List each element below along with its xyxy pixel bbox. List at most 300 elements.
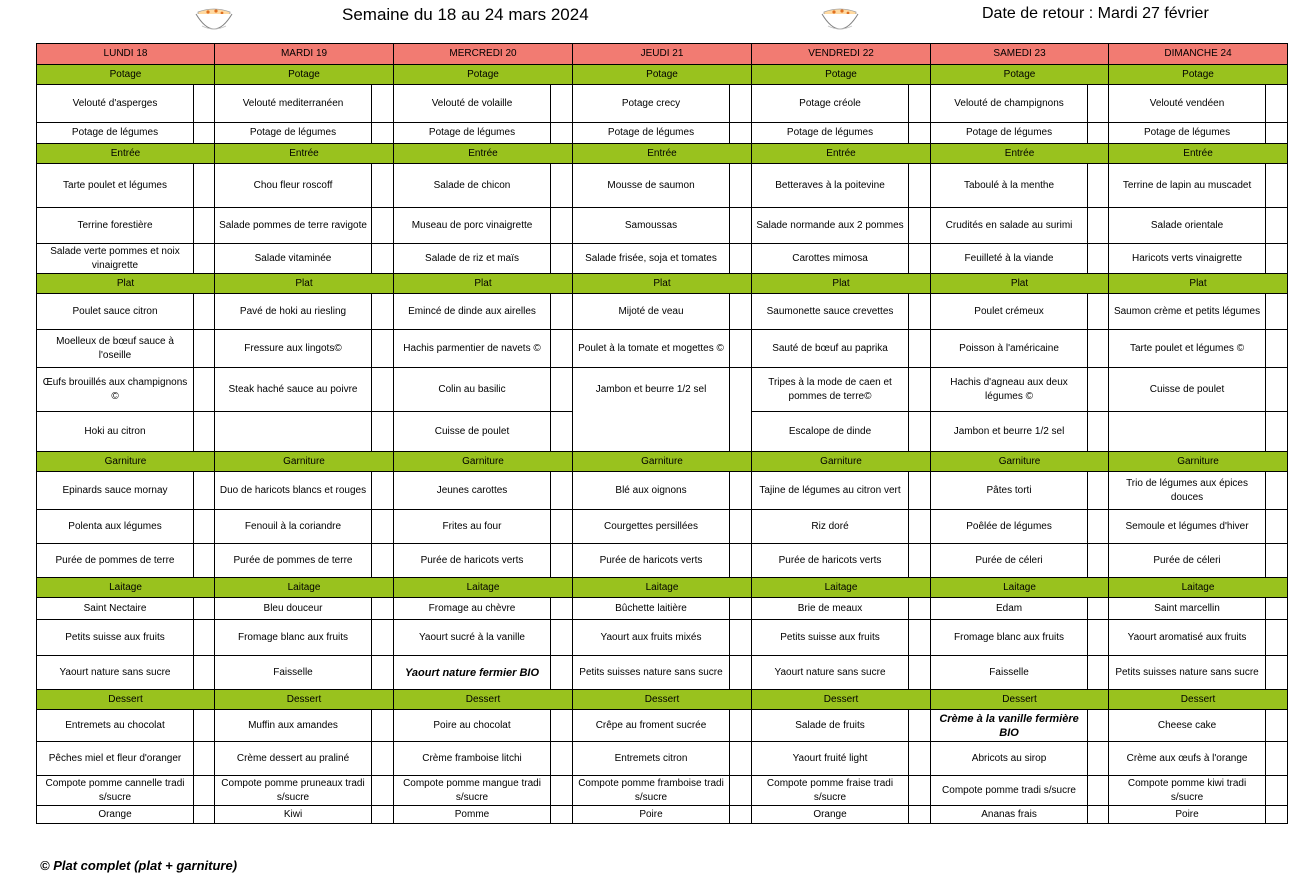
menu-item: Faisselle xyxy=(931,656,1088,690)
menu-item: Pêches miel et fleur d'oranger xyxy=(37,742,194,776)
menu-table xyxy=(36,43,1288,824)
menu-item: Duo de haricots blancs et rouges xyxy=(215,472,372,510)
menu-checkbox-cell xyxy=(194,620,215,656)
section-header-plat: Plat xyxy=(931,274,1109,294)
menu-item xyxy=(1109,412,1266,452)
menu-checkbox-cell xyxy=(194,208,215,244)
menu-checkbox-cell xyxy=(909,598,931,620)
menu-checkbox-cell xyxy=(372,208,394,244)
menu-checkbox-cell xyxy=(730,598,752,620)
menu-checkbox-cell xyxy=(909,620,931,656)
menu-checkbox-cell xyxy=(194,544,215,578)
menu-item: Polenta aux légumes xyxy=(37,510,194,544)
menu-checkbox-cell xyxy=(1088,208,1109,244)
menu-checkbox-cell xyxy=(909,244,931,274)
menu-item: Crème aux œufs à l'orange xyxy=(1109,742,1266,776)
menu-checkbox-cell xyxy=(551,510,573,544)
menu-checkbox-cell xyxy=(194,368,215,412)
menu-item: Compote pomme pruneaux tradi s/sucre xyxy=(215,776,372,806)
menu-checkbox-cell xyxy=(730,806,752,824)
menu-checkbox-cell xyxy=(194,123,215,144)
section-header-garniture: Garniture xyxy=(1109,452,1288,472)
menu-item: Carottes mimosa xyxy=(752,244,909,274)
menu-item: Poire au chocolat xyxy=(394,710,551,742)
menu-item: Crème dessert au praliné xyxy=(215,742,372,776)
menu-item: Terrine forestière xyxy=(37,208,194,244)
menu-checkbox-cell xyxy=(551,806,573,824)
section-header-laitage: Laitage xyxy=(215,578,394,598)
menu-checkbox-cell xyxy=(372,368,394,412)
menu-checkbox-cell xyxy=(372,510,394,544)
menu-checkbox-cell xyxy=(551,330,573,368)
menu-item: Velouté d'asperges xyxy=(37,85,194,123)
menu-checkbox-cell xyxy=(1088,656,1109,690)
menu-item: Purée de haricots verts xyxy=(573,544,730,578)
menu-checkbox-cell xyxy=(909,164,931,208)
menu-item: Salade orientale xyxy=(1109,208,1266,244)
soup-bowl-icon xyxy=(190,0,238,40)
page-title: Semaine du 18 au 24 mars 2024 xyxy=(342,5,589,24)
menu-checkbox-cell xyxy=(194,472,215,510)
menu-checkbox-cell xyxy=(909,472,931,510)
menu-checkbox-cell xyxy=(909,123,931,144)
menu-item: Potage de légumes xyxy=(215,123,372,144)
menu-checkbox-cell xyxy=(1266,85,1288,123)
menu-checkbox-cell xyxy=(730,656,752,690)
menu-checkbox-cell xyxy=(1266,776,1288,806)
menu-checkbox-cell xyxy=(551,368,573,412)
menu-item: Purée de haricots verts xyxy=(752,544,909,578)
menu-checkbox-cell xyxy=(909,544,931,578)
menu-item: Œufs brouillés aux champignons © xyxy=(37,368,194,412)
menu-checkbox-cell xyxy=(909,510,931,544)
menu-checkbox-cell xyxy=(1088,598,1109,620)
menu-checkbox-cell xyxy=(1266,472,1288,510)
section-header-row xyxy=(37,65,1288,85)
menu-item: Museau de porc vinaigrette xyxy=(394,208,551,244)
menu-item: Poisson à l'américaine xyxy=(931,330,1088,368)
menu-item: Cheese cake xyxy=(1109,710,1266,742)
table-row xyxy=(37,510,1288,544)
menu-checkbox-cell xyxy=(1266,330,1288,368)
menu-checkbox-cell xyxy=(909,710,931,742)
menu-item: Jambon et beurre 1/2 sel xyxy=(573,368,730,412)
menu-checkbox-cell xyxy=(1266,412,1288,452)
menu-checkbox-cell xyxy=(194,510,215,544)
menu-item: Salade de riz et maïs xyxy=(394,244,551,274)
section-header-laitage: Laitage xyxy=(1109,578,1288,598)
table-row xyxy=(37,412,1288,452)
menu-item: Muffin aux amandes xyxy=(215,710,372,742)
menu-item: Tajine de légumes au citron vert xyxy=(752,472,909,510)
section-header-plat: Plat xyxy=(215,274,394,294)
section-header-row xyxy=(37,578,1288,598)
menu-item: Petits suisses nature sans sucre xyxy=(1109,656,1266,690)
section-header-potage: Potage xyxy=(37,65,215,85)
menu-item: Potage de légumes xyxy=(394,123,551,144)
menu-item: Crème à la vanille fermière BIO xyxy=(931,710,1088,742)
menu-checkbox-cell xyxy=(1088,710,1109,742)
menu-item: Entremets au chocolat xyxy=(37,710,194,742)
menu-checkbox-cell xyxy=(1088,412,1109,452)
menu-checkbox-cell xyxy=(909,368,931,412)
menu-item: Feuilleté à la viande xyxy=(931,244,1088,274)
menu-checkbox-cell xyxy=(1266,164,1288,208)
menu-item: Brie de meaux xyxy=(752,598,909,620)
menu-checkbox-cell xyxy=(372,656,394,690)
table-row xyxy=(37,472,1288,510)
menu-checkbox-cell xyxy=(1266,123,1288,144)
menu-item: Tripes à la mode de caen et pommes de terre© xyxy=(752,368,909,412)
menu-checkbox-cell xyxy=(372,742,394,776)
menu-checkbox-cell xyxy=(909,85,931,123)
menu-checkbox-cell xyxy=(1088,776,1109,806)
menu-item: Epinards sauce mornay xyxy=(37,472,194,510)
menu-checkbox-cell xyxy=(1088,123,1109,144)
table-row xyxy=(37,368,1288,412)
table-row xyxy=(37,656,1288,690)
menu-item: Jambon et beurre 1/2 sel xyxy=(931,412,1088,452)
menu-item: Faisselle xyxy=(215,656,372,690)
section-header-entree: Entrée xyxy=(37,144,215,164)
menu-item: Yaourt aux fruits mixés xyxy=(573,620,730,656)
menu-checkbox-cell xyxy=(1266,510,1288,544)
menu-item: Frites au four xyxy=(394,510,551,544)
menu-checkbox-cell xyxy=(1266,368,1288,412)
section-header-plat: Plat xyxy=(752,274,931,294)
menu-item: Potage de légumes xyxy=(931,123,1088,144)
section-header-potage: Potage xyxy=(394,65,573,85)
section-header-laitage: Laitage xyxy=(931,578,1109,598)
menu-item: Poire xyxy=(573,806,730,824)
table-row xyxy=(37,330,1288,368)
menu-item: Potage de légumes xyxy=(37,123,194,144)
day-header: SAMEDI 23 xyxy=(931,44,1109,65)
section-header-dessert: Dessert xyxy=(394,690,573,710)
menu-item: Abricots au sirop xyxy=(931,742,1088,776)
table-row xyxy=(37,294,1288,330)
menu-checkbox-cell xyxy=(372,806,394,824)
menu-checkbox-cell xyxy=(194,806,215,824)
menu-item: Salade de chicon xyxy=(394,164,551,208)
menu-checkbox-cell xyxy=(551,208,573,244)
table-row xyxy=(37,598,1288,620)
menu-checkbox-cell xyxy=(1088,510,1109,544)
menu-item: Compote pomme mangue tradi s/sucre xyxy=(394,776,551,806)
menu-item: Salade verte pommes et noix vinaigrette xyxy=(37,244,194,274)
section-header-dessert: Dessert xyxy=(215,690,394,710)
menu-item: Saumonette sauce crevettes xyxy=(752,294,909,330)
footnote: © Plat complet (plat + garniture) xyxy=(40,858,238,873)
menu-checkbox-cell xyxy=(730,544,752,578)
section-header-potage: Potage xyxy=(573,65,752,85)
menu-checkbox-cell xyxy=(1266,294,1288,330)
menu-item: Steak haché sauce au poivre xyxy=(215,368,372,412)
section-header-potage: Potage xyxy=(215,65,394,85)
menu-checkbox-cell xyxy=(1088,742,1109,776)
menu-item: Entremets citron xyxy=(573,742,730,776)
menu-checkbox-cell xyxy=(1088,368,1109,412)
menu-checkbox-cell xyxy=(730,620,752,656)
section-header-potage: Potage xyxy=(752,65,931,85)
menu-item: Saint marcellin xyxy=(1109,598,1266,620)
menu-checkbox-cell xyxy=(1088,620,1109,656)
menu-item: Sauté de bœuf au paprika xyxy=(752,330,909,368)
menu-checkbox-cell xyxy=(1088,806,1109,824)
menu-item: Yaourt fruité light xyxy=(752,742,909,776)
menu-item: Orange xyxy=(752,806,909,824)
menu-item: Velouté de champignons xyxy=(931,85,1088,123)
menu-item: Poêlée de légumes xyxy=(931,510,1088,544)
day-header-row xyxy=(37,44,1288,65)
menu-item: Salade frisée, soja et tomates xyxy=(573,244,730,274)
table-row xyxy=(37,244,1288,274)
section-header-dessert: Dessert xyxy=(1109,690,1288,710)
menu-item: Taboulé à la menthe xyxy=(931,164,1088,208)
menu-checkbox-cell xyxy=(372,244,394,274)
menu-item: Fromage blanc aux fruits xyxy=(931,620,1088,656)
table-row xyxy=(37,806,1288,824)
section-header-plat: Plat xyxy=(394,274,573,294)
section-header-garniture: Garniture xyxy=(752,452,931,472)
menu-checkbox-cell xyxy=(372,85,394,123)
table-row xyxy=(37,164,1288,208)
menu-checkbox-cell xyxy=(551,164,573,208)
menu-checkbox-cell xyxy=(909,656,931,690)
section-header-entree: Entrée xyxy=(573,144,752,164)
menu-checkbox-cell xyxy=(551,244,573,274)
menu-item: Pavé de hoki au riesling xyxy=(215,294,372,330)
menu-checkbox-cell xyxy=(194,85,215,123)
menu-item: Saint Nectaire xyxy=(37,598,194,620)
section-header-row xyxy=(37,274,1288,294)
menu-checkbox-cell xyxy=(1266,598,1288,620)
menu-checkbox-cell xyxy=(551,710,573,742)
menu-checkbox-cell xyxy=(551,123,573,144)
menu-item: Potage créole xyxy=(752,85,909,123)
menu-item: Edam xyxy=(931,598,1088,620)
menu-checkbox-cell xyxy=(194,412,215,452)
menu-item: Bleu douceur xyxy=(215,598,372,620)
menu-item: Hachis d'agneau aux deux légumes © xyxy=(931,368,1088,412)
menu-item: Crêpe au froment sucrée xyxy=(573,710,730,742)
menu-checkbox-cell xyxy=(372,472,394,510)
menu-checkbox-cell xyxy=(194,294,215,330)
menu-item: Orange xyxy=(37,806,194,824)
table-row xyxy=(37,710,1288,742)
menu-item: Fromage au chèvre xyxy=(394,598,551,620)
menu-item: Chou fleur roscoff xyxy=(215,164,372,208)
menu-checkbox-cell xyxy=(730,710,752,742)
section-header-plat: Plat xyxy=(1109,274,1288,294)
menu-checkbox-cell xyxy=(194,656,215,690)
menu-item: Tarte poulet et légumes xyxy=(37,164,194,208)
section-header-garniture: Garniture xyxy=(394,452,573,472)
menu-checkbox-cell xyxy=(551,412,573,452)
section-header-row xyxy=(37,690,1288,710)
section-header-row xyxy=(37,144,1288,164)
menu-item: Yaourt nature sans sucre xyxy=(752,656,909,690)
section-header-dessert: Dessert xyxy=(37,690,215,710)
menu-item: Colin au basilic xyxy=(394,368,551,412)
menu-item: Compote pomme framboise tradi s/sucre xyxy=(573,776,730,806)
menu-item: Kiwi xyxy=(215,806,372,824)
menu-checkbox-cell xyxy=(1266,620,1288,656)
menu-item: Cuisse de poulet xyxy=(1109,368,1266,412)
menu-checkbox-cell xyxy=(730,164,752,208)
menu-item: Poire xyxy=(1109,806,1266,824)
menu-checkbox-cell xyxy=(194,164,215,208)
menu-checkbox-cell xyxy=(372,776,394,806)
menu-item: Salade de fruits xyxy=(752,710,909,742)
menu-checkbox-cell xyxy=(730,472,752,510)
day-header: DIMANCHE 24 xyxy=(1109,44,1288,65)
menu-item: Potage crecy xyxy=(573,85,730,123)
menu-item: Salade pommes de terre ravigote xyxy=(215,208,372,244)
menu-checkbox-cell xyxy=(1088,544,1109,578)
menu-checkbox-cell xyxy=(1088,294,1109,330)
menu-checkbox-cell xyxy=(730,742,752,776)
menu-item: Purée de céleri xyxy=(931,544,1088,578)
section-header-garniture: Garniture xyxy=(215,452,394,472)
menu-checkbox-cell xyxy=(1088,330,1109,368)
menu-checkbox-cell xyxy=(194,710,215,742)
menu-checkbox-cell xyxy=(1266,208,1288,244)
menu-item: Potage de légumes xyxy=(752,123,909,144)
menu-item: Yaourt aromatisé aux fruits xyxy=(1109,620,1266,656)
menu-checkbox-cell xyxy=(372,123,394,144)
menu-checkbox-cell xyxy=(372,164,394,208)
day-header: VENDREDI 22 xyxy=(752,44,931,65)
section-header-laitage: Laitage xyxy=(394,578,573,598)
menu-checkbox-cell xyxy=(372,294,394,330)
menu-item: Tarte poulet et légumes © xyxy=(1109,330,1266,368)
menu-checkbox-cell xyxy=(194,330,215,368)
section-header-entree: Entrée xyxy=(215,144,394,164)
menu-checkbox-cell xyxy=(730,244,752,274)
section-header-garniture: Garniture xyxy=(573,452,752,472)
menu-item: Crudités en salade au surimi xyxy=(931,208,1088,244)
section-header-laitage: Laitage xyxy=(37,578,215,598)
menu-item: Velouté mediterranéen xyxy=(215,85,372,123)
menu-checkbox-cell xyxy=(551,472,573,510)
menu-item: Crème framboise litchi xyxy=(394,742,551,776)
menu-checkbox-cell xyxy=(372,710,394,742)
menu-item: Petits suisse aux fruits xyxy=(37,620,194,656)
menu-item: Moelleux de bœuf sauce à l'oseille xyxy=(37,330,194,368)
menu-checkbox-cell xyxy=(551,598,573,620)
section-header-dessert: Dessert xyxy=(752,690,931,710)
section-header-potage: Potage xyxy=(1109,65,1288,85)
menu-item: Purée de pommes de terre xyxy=(215,544,372,578)
menu-item: Bûchette laitière xyxy=(573,598,730,620)
menu-item: Salade vitaminée xyxy=(215,244,372,274)
menu-item: Purée de haricots verts xyxy=(394,544,551,578)
menu-checkbox-cell xyxy=(730,776,752,806)
menu-checkbox-cell xyxy=(1266,742,1288,776)
menu-item: Ananas frais xyxy=(931,806,1088,824)
section-header-garniture: Garniture xyxy=(931,452,1109,472)
section-header-laitage: Laitage xyxy=(573,578,752,598)
menu-item: Mijoté de veau xyxy=(573,294,730,330)
menu-item xyxy=(573,412,730,452)
menu-checkbox-cell xyxy=(909,806,931,824)
menu-checkbox-cell xyxy=(1088,244,1109,274)
menu-checkbox-cell xyxy=(551,776,573,806)
menu-checkbox-cell xyxy=(1088,164,1109,208)
table-row xyxy=(37,742,1288,776)
menu-item: Potage de légumes xyxy=(1109,123,1266,144)
menu-item: Compote pomme kiwi tradi s/sucre xyxy=(1109,776,1266,806)
menu-item xyxy=(215,412,372,452)
day-header: JEUDI 21 xyxy=(573,44,752,65)
section-header-plat: Plat xyxy=(37,274,215,294)
section-header-entree: Entrée xyxy=(931,144,1109,164)
menu-checkbox-cell xyxy=(909,742,931,776)
menu-item: Betteraves à la poitevine xyxy=(752,164,909,208)
menu-item: Potage de légumes xyxy=(573,123,730,144)
menu-item: Poulet sauce citron xyxy=(37,294,194,330)
return-date: Date de retour : Mardi 27 février xyxy=(982,5,1209,22)
section-header-dessert: Dessert xyxy=(931,690,1109,710)
section-header-laitage: Laitage xyxy=(752,578,931,598)
menu-item: Escalope de dinde xyxy=(752,412,909,452)
menu-item: Jeunes carottes xyxy=(394,472,551,510)
menu-checkbox-cell xyxy=(909,776,931,806)
menu-item: Yaourt nature sans sucre xyxy=(37,656,194,690)
menu-item: Cuisse de poulet xyxy=(394,412,551,452)
menu-checkbox-cell xyxy=(730,208,752,244)
menu-checkbox-cell xyxy=(909,294,931,330)
soup-bowl-icon xyxy=(816,0,864,40)
section-header-garniture: Garniture xyxy=(37,452,215,472)
menu-checkbox-cell xyxy=(194,598,215,620)
menu-item: Petits suisses nature sans sucre xyxy=(573,656,730,690)
menu-checkbox-cell xyxy=(1266,806,1288,824)
menu-item: Petits suisse aux fruits xyxy=(752,620,909,656)
menu-checkbox-cell xyxy=(1266,244,1288,274)
section-header-entree: Entrée xyxy=(1109,144,1288,164)
section-header-row xyxy=(37,452,1288,472)
section-header-entree: Entrée xyxy=(394,144,573,164)
menu-item: Haricots verts vinaigrette xyxy=(1109,244,1266,274)
menu-checkbox-cell xyxy=(730,294,752,330)
menu-checkbox-cell xyxy=(551,85,573,123)
day-header: MARDI 19 xyxy=(215,44,394,65)
menu-item: Purée de pommes de terre xyxy=(37,544,194,578)
menu-item: Poulet crémeux xyxy=(931,294,1088,330)
menu-checkbox-cell xyxy=(551,544,573,578)
menu-item: Compote pomme cannelle tradi s/sucre xyxy=(37,776,194,806)
menu-item: Emincé de dinde aux airelles xyxy=(394,294,551,330)
menu-checkbox-cell xyxy=(1088,472,1109,510)
menu-item: Pomme xyxy=(394,806,551,824)
day-header: LUNDI 18 xyxy=(37,44,215,65)
menu-item: Saumon crème et petits légumes xyxy=(1109,294,1266,330)
menu-item: Hachis parmentier de navets © xyxy=(394,330,551,368)
menu-checkbox-cell xyxy=(1266,544,1288,578)
menu-checkbox-cell xyxy=(551,656,573,690)
menu-checkbox-cell xyxy=(909,330,931,368)
menu-checkbox-cell xyxy=(730,412,752,452)
menu-item: Velouté vendéen xyxy=(1109,85,1266,123)
section-header-dessert: Dessert xyxy=(573,690,752,710)
menu-checkbox-cell xyxy=(194,776,215,806)
menu-checkbox-cell xyxy=(372,330,394,368)
menu-checkbox-cell xyxy=(372,598,394,620)
menu-checkbox-cell xyxy=(730,368,752,412)
menu-item: Fromage blanc aux fruits xyxy=(215,620,372,656)
